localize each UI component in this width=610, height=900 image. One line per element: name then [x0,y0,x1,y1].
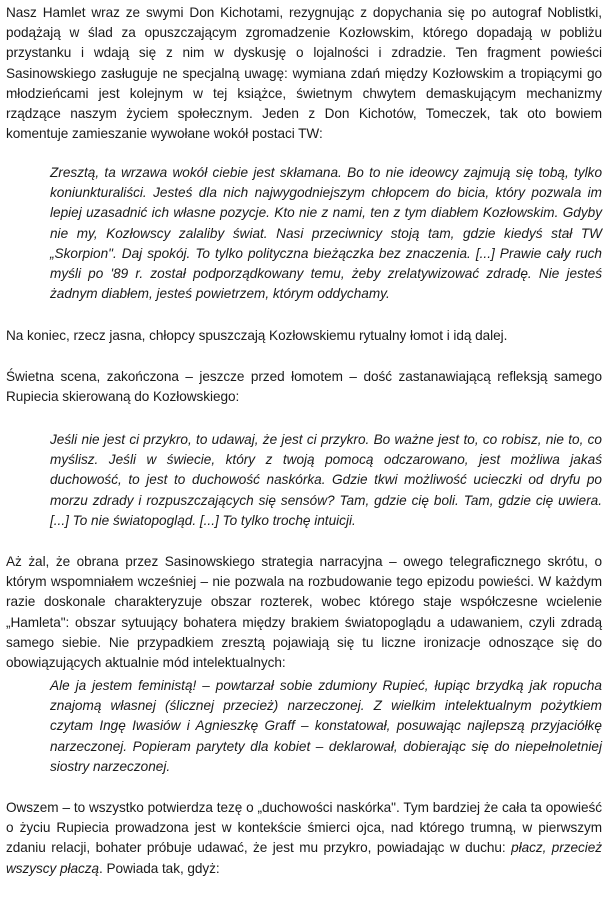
paragraph-narrative-strategy: Aż żal, że obrana przez Sasinowskiego strategia narracyjna – owego telegraficznego skrótu, o którym wspomniałem wcześniej – nie pozwala na rozbudowanie tego epizodu powieści. W każdym razie doskonale charakteryzuje obszar rozterek, wobec którego staje współczesne wcielenie „Hamleta": obszar sytuujący bohatera między brakiem światopoglądu a udawaniem, czyli zdradą samego siebie. Nie przypadkiem zresztą pojawiają się tu liczne ironizacje odnoszące się do obowiązujących aktualnie mód intelektualnych: [6,554,602,671]
quote-tomeczek: Zresztą, ta wrzawa wokół ciebie jest skłamana. Bo to nie ideowcy zajmują się tobą, tylko koniunkturaliści. Jesteś dla nich najwygodniejszym chłopcem do bicia, który pozwala im lepiej uzasadnić ich własne pozycje. Kto nie z nami, ten z tym diabłem Kozłowskim. Gdyby nie my, Kozłowscy zalaliby świat. Nasi przeciwnicy stoją tam, gdzie kiedyś stał TW „Skorpion". Daj spokój. To tylko polityczna bieżączka bez znaczenia. [...] Prawie cały ruch myśli po '89 r. został podporządkowany temu, żeby zrelatywizować zdradę. Nie jesteś żadnym diabłem, jesteś powietrzem, którym oddychamy. [50,165,602,302]
conclusion-text-end: . Powiada tak, gdyż: [98,860,220,876]
quote-rupiec: Jeśli nie jest ci przykro, to udawaj, że jest ci przykro. Bo ważne jest to, co robisz, nie to, co myślisz. Jeśli w świecie, który z twoją pomocą odczarowano, jest możliwa jakaś duchowość, to jest to duchowość naskórka. Gdzie tkwi możliwość ucieczki od dryfu po morzu zdrady i rozpuszczających się sensów? Tam, gdzie cię boli. Tam, gdzie cię uwiera. [...] To nie światopogląd. [...] To tylko trochę intuicji. [50,432,602,528]
paragraph-final-beating: Na koniec, rzecz jasna, chłopcy spuszczają Kozłowskiemu rytualny łomot i idą dalej. [6,328,508,343]
paragraph-conclusion [6,798,602,879]
paragraph-scene-reflection: Świetna scena, zakończona – jeszcze przed łomotem – dość zastanawiającą refleksją samego Rupiecia skierowaną do Kozłowskiego: [6,369,602,405]
conclusion-text-start: Owszem – to wszystko potwierdza tezę o „duchowości naskórka". Tym bardziej że cała ta opowieść o życiu Rupiecia prowadzona jest w kontekście śmierci ojca, nad którego trumną, w pierwszym zdaniu relacji, bohater próbuje udawać, że jest mu przykro, powiadając w duchu: [6,800,602,856]
quote-feminist: Ale ja jestem feministą! – powtarzał sobie zdumiony Rupieć, łupiąc brzydką jak ropucha znajomą własnej (ślicznej przecież) narzeczonej. Z wielkim intelektualnym pożytkiem czytam Ingę Iwasiów i Agnieszkę Graff – konstatował, posuwając najlepszą przyjaciółkę narzeczonej. Popieram parytety dla kobiet – deklarował, dobierając się do niepełnoletniej siostry narzeczonej. [50,678,602,774]
paragraph-hamlet-intro: Nasz Hamlet wraz ze swymi Don Kichotami, rezygnując z dopychania się po autograf Noblistki, podążają w ślad za opuszczającym zgromadzenie Kozłowskim, którego dopadają w pobliżu przystanku i wdają się z nim w dyskusję o lojalności i zdradzie. Ten fragment powieści Sasinowskiego zasługuje ne specjalną uwagę: wymiana zdań między Kozłowskim a tropiącymi go młodzieńcami jest kolejnym w tej książce, świetnym chwytem demaskującym mechanizmy rządzące naszym życiem społecznym. Jeden z Don Kichotów, Tomeczek, tak oto bowiem komentuje zamieszanie wywołane wokół postaci TW: [6,5,602,142]
conclusion-italic-phrase: płacz, przecież wszyscy płaczą [6,840,602,876]
